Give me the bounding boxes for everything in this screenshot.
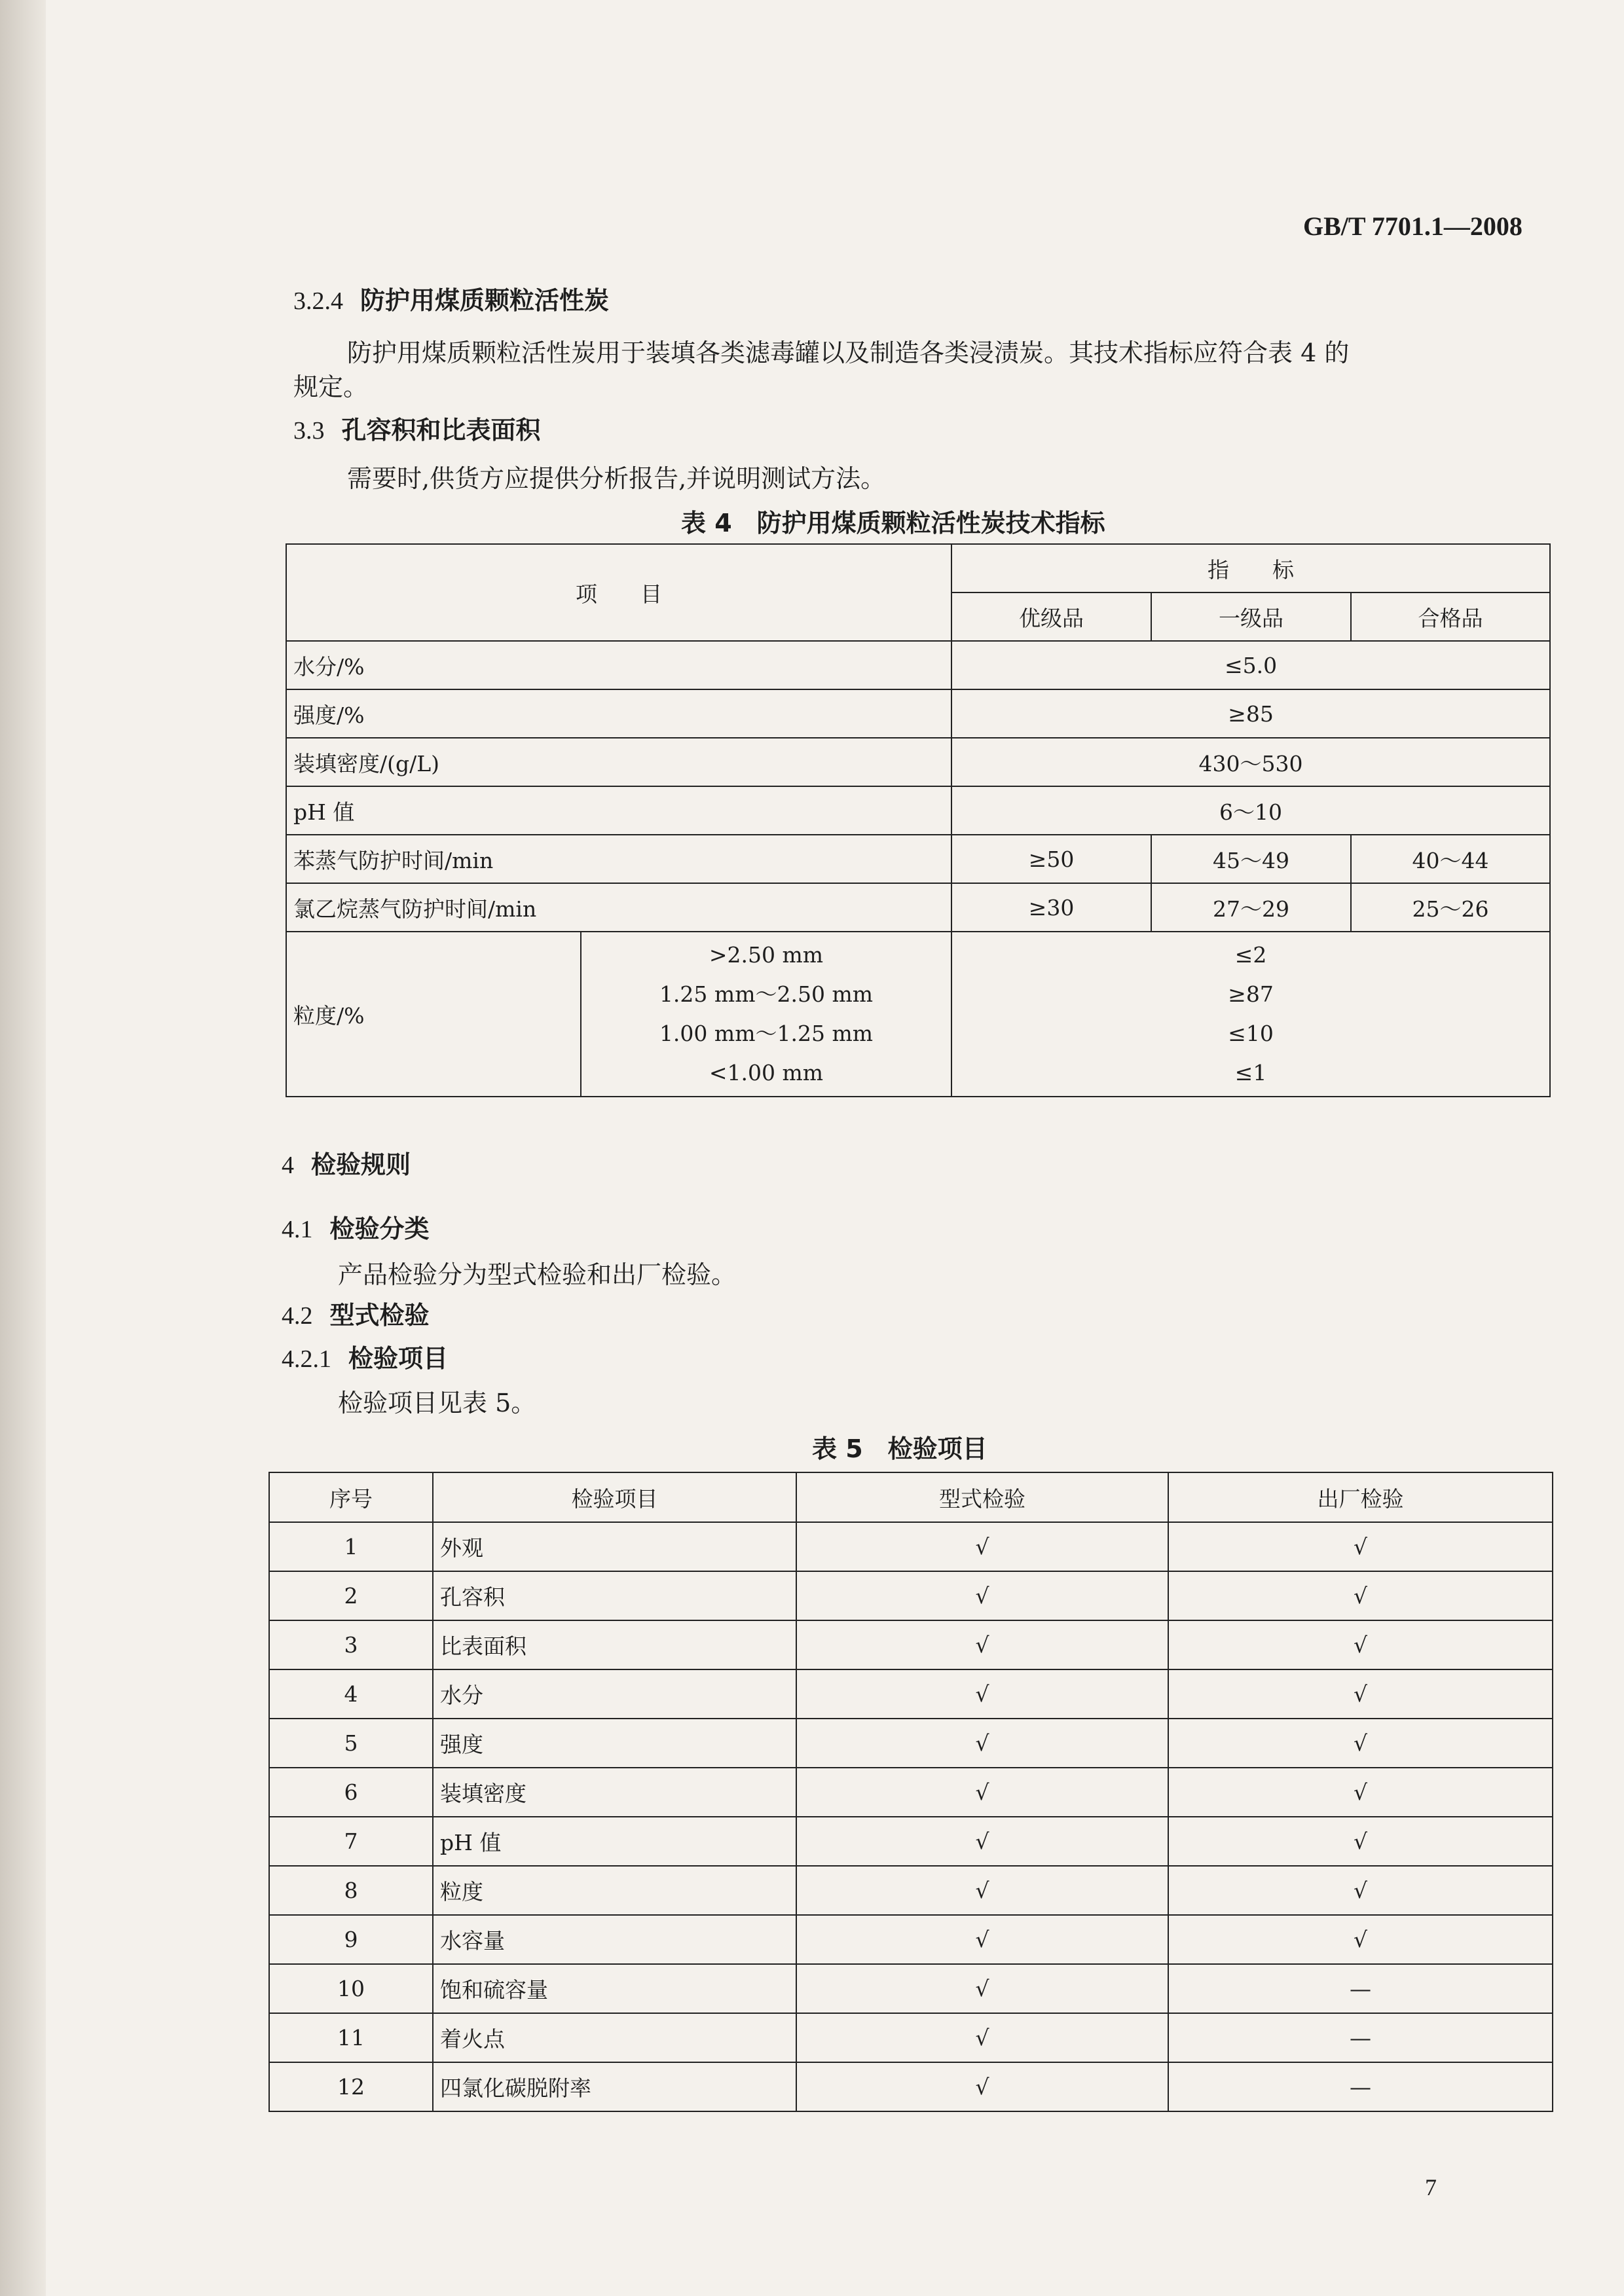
row-no: 3	[269, 1620, 433, 1669]
header-index: 指 标	[951, 544, 1550, 592]
grain-size: 1.00 mm～1.25 mm	[659, 1021, 874, 1046]
row-type-test: √	[796, 1817, 1168, 1866]
row-type-test: √	[796, 1915, 1168, 1964]
table-5-caption: 表 5 检验项目	[812, 1434, 987, 1463]
table-row	[269, 1817, 1553, 1866]
table-row	[286, 689, 1550, 738]
table-row-grain	[286, 932, 1550, 1097]
row-item: 四氯化碳脱附率	[433, 2062, 796, 2111]
row-no: 5	[269, 1719, 433, 1768]
header-factory-test: 出厂检验	[1168, 1472, 1553, 1522]
value-qualified: 25～26	[1351, 883, 1550, 932]
row-value: ≥85	[951, 689, 1550, 738]
section-title: 检验规则	[311, 1150, 411, 1179]
row-factory-test: √	[1168, 1866, 1553, 1915]
row-no: 2	[269, 1571, 433, 1620]
grain-value: ≥87	[1228, 981, 1274, 1007]
row-type-test: √	[796, 1669, 1168, 1719]
section-3-2-4-heading	[293, 280, 609, 316]
table-row	[269, 1571, 1553, 1620]
table-row	[286, 641, 1550, 689]
table-row	[269, 1669, 1553, 1719]
row-type-test: √	[796, 1719, 1168, 1768]
value-premium: ≥30	[951, 883, 1151, 932]
table-row	[269, 1522, 1553, 1571]
grain-value: ≤2	[1234, 942, 1267, 968]
table-row	[269, 1620, 1553, 1669]
value-first: 45～49	[1151, 835, 1351, 883]
table-5	[268, 1472, 1553, 2112]
table-row	[269, 2013, 1553, 2062]
table-row	[286, 786, 1550, 835]
row-item: 粒度/%	[286, 932, 581, 1097]
header-type-test: 型式检验	[796, 1472, 1168, 1522]
grain-size: >2.50 mm	[709, 942, 824, 968]
grain-size-list	[581, 932, 951, 1097]
table-row	[286, 883, 1550, 932]
table-row	[269, 1964, 1553, 2013]
grain-value-list	[951, 932, 1550, 1097]
section-3-3-heading	[293, 410, 541, 446]
row-factory-test: √	[1168, 1669, 1553, 1719]
row-item: 饱和硫容量	[433, 1964, 796, 2013]
header-item: 项 目	[286, 544, 951, 641]
row-no: 8	[269, 1866, 433, 1915]
section-title: 孔容积和比表面积	[341, 416, 541, 445]
row-type-test: √	[796, 1964, 1168, 2013]
row-value: ≤5.0	[951, 641, 1550, 689]
row-factory-test: —	[1168, 2013, 1553, 2062]
book-spine-shadow	[0, 0, 46, 2296]
row-no: 1	[269, 1522, 433, 1571]
row-item: 强度/%	[286, 689, 951, 738]
grain-value: ≤1	[1234, 1060, 1267, 1085]
row-factory-test: √	[1168, 1620, 1553, 1669]
row-no: 9	[269, 1915, 433, 1964]
section-4-2-1-paragraph: 检验项目见表 5。	[338, 1389, 536, 1417]
page-number: 7	[1425, 2174, 1437, 2200]
row-no: 4	[269, 1669, 433, 1719]
section-title: 检验分类	[329, 1214, 430, 1243]
value-first: 27～29	[1151, 883, 1351, 932]
row-factory-test: √	[1168, 1571, 1553, 1620]
row-item: 强度	[433, 1719, 796, 1768]
section-4-heading	[282, 1144, 411, 1180]
grain-size: 1.25 mm～2.50 mm	[659, 981, 874, 1007]
row-item: 孔容积	[433, 1571, 796, 1620]
row-item: 着火点	[433, 2013, 796, 2062]
section-number: 4	[282, 1152, 294, 1179]
header-grade-qualified: 合格品	[1351, 592, 1550, 641]
row-type-test: √	[796, 1620, 1168, 1669]
row-item: 装填密度/(g/L)	[286, 738, 951, 786]
row-factory-test: —	[1168, 2062, 1553, 2111]
row-type-test: √	[796, 2062, 1168, 2111]
row-factory-test: √	[1168, 1522, 1553, 1571]
table-row	[269, 1768, 1553, 1817]
grain-value: ≤10	[1228, 1021, 1274, 1046]
row-value: 430～530	[951, 738, 1550, 786]
table-5-body	[269, 1522, 1553, 2111]
value-premium: ≥50	[951, 835, 1151, 883]
row-factory-test: —	[1168, 1964, 1553, 2013]
section-number: 3.3	[293, 417, 325, 445]
document-code: GB/T 7701.1—2008	[1303, 211, 1522, 241]
row-item: 装填密度	[433, 1768, 796, 1817]
row-factory-test: √	[1168, 1719, 1553, 1768]
section-title: 检验项目	[348, 1344, 449, 1373]
row-item: 苯蒸气防护时间/min	[286, 835, 951, 883]
section-3-2-4-paragraph: 防护用煤质颗粒活性炭用于装填各类滤毒罐以及制造各类浸渍炭。其技术指标应符合表 4 的	[347, 338, 1350, 367]
section-4-2-heading	[282, 1295, 430, 1331]
row-type-test: √	[796, 1866, 1168, 1915]
row-type-test: √	[796, 1522, 1168, 1571]
table-row	[269, 1866, 1553, 1915]
row-value: 6～10	[951, 786, 1550, 835]
row-item: 水容量	[433, 1915, 796, 1964]
row-factory-test: √	[1168, 1915, 1553, 1964]
header-no: 序号	[269, 1472, 433, 1522]
section-title: 型式检验	[329, 1301, 430, 1330]
table-4	[286, 543, 1551, 1097]
table-4-caption: 表 4 防护用煤质颗粒活性炭技术指标	[681, 509, 1105, 538]
header-item: 检验项目	[433, 1472, 796, 1522]
row-no: 6	[269, 1768, 433, 1817]
row-no: 11	[269, 2013, 433, 2062]
table-row	[286, 738, 1550, 786]
table-row	[269, 1719, 1553, 1768]
table-row	[269, 1915, 1553, 1964]
section-3-3-paragraph: 需要时,供货方应提供分析报告,并说明测试方法。	[347, 464, 886, 493]
row-no: 7	[269, 1817, 433, 1866]
header-grade-premium: 优级品	[951, 592, 1151, 641]
section-3-2-4-paragraph-cont: 规定。	[293, 373, 369, 401]
section-title: 防护用煤质颗粒活性炭	[360, 286, 610, 315]
section-number: 3.2.4	[293, 287, 343, 315]
row-item: 氯乙烷蒸气防护时间/min	[286, 883, 951, 932]
row-type-test: √	[796, 2013, 1168, 2062]
row-item: 粒度	[433, 1866, 796, 1915]
row-item: 外观	[433, 1522, 796, 1571]
table-row	[286, 835, 1550, 883]
row-type-test: √	[796, 1571, 1168, 1620]
row-factory-test: √	[1168, 1817, 1553, 1866]
section-4-1-paragraph: 产品检验分为型式检验和出厂检验。	[338, 1260, 737, 1289]
section-4-1-heading	[282, 1209, 430, 1245]
section-number: 4.2	[282, 1302, 313, 1330]
section-number: 4.2.1	[282, 1345, 331, 1373]
value-qualified: 40～44	[1351, 835, 1550, 883]
row-item: pH 值	[286, 786, 951, 835]
grain-size: <1.00 mm	[709, 1060, 824, 1085]
section-4-2-1-heading	[282, 1338, 448, 1374]
section-number: 4.1	[282, 1216, 313, 1243]
row-factory-test: √	[1168, 1768, 1553, 1817]
table-row	[269, 2062, 1553, 2111]
row-item: 水分/%	[286, 641, 951, 689]
header-grade-first: 一级品	[1151, 592, 1351, 641]
row-type-test: √	[796, 1768, 1168, 1817]
row-item: pH 值	[433, 1817, 796, 1866]
row-no: 10	[269, 1964, 433, 2013]
row-no: 12	[269, 2062, 433, 2111]
row-item: 水分	[433, 1669, 796, 1719]
row-item: 比表面积	[433, 1620, 796, 1669]
